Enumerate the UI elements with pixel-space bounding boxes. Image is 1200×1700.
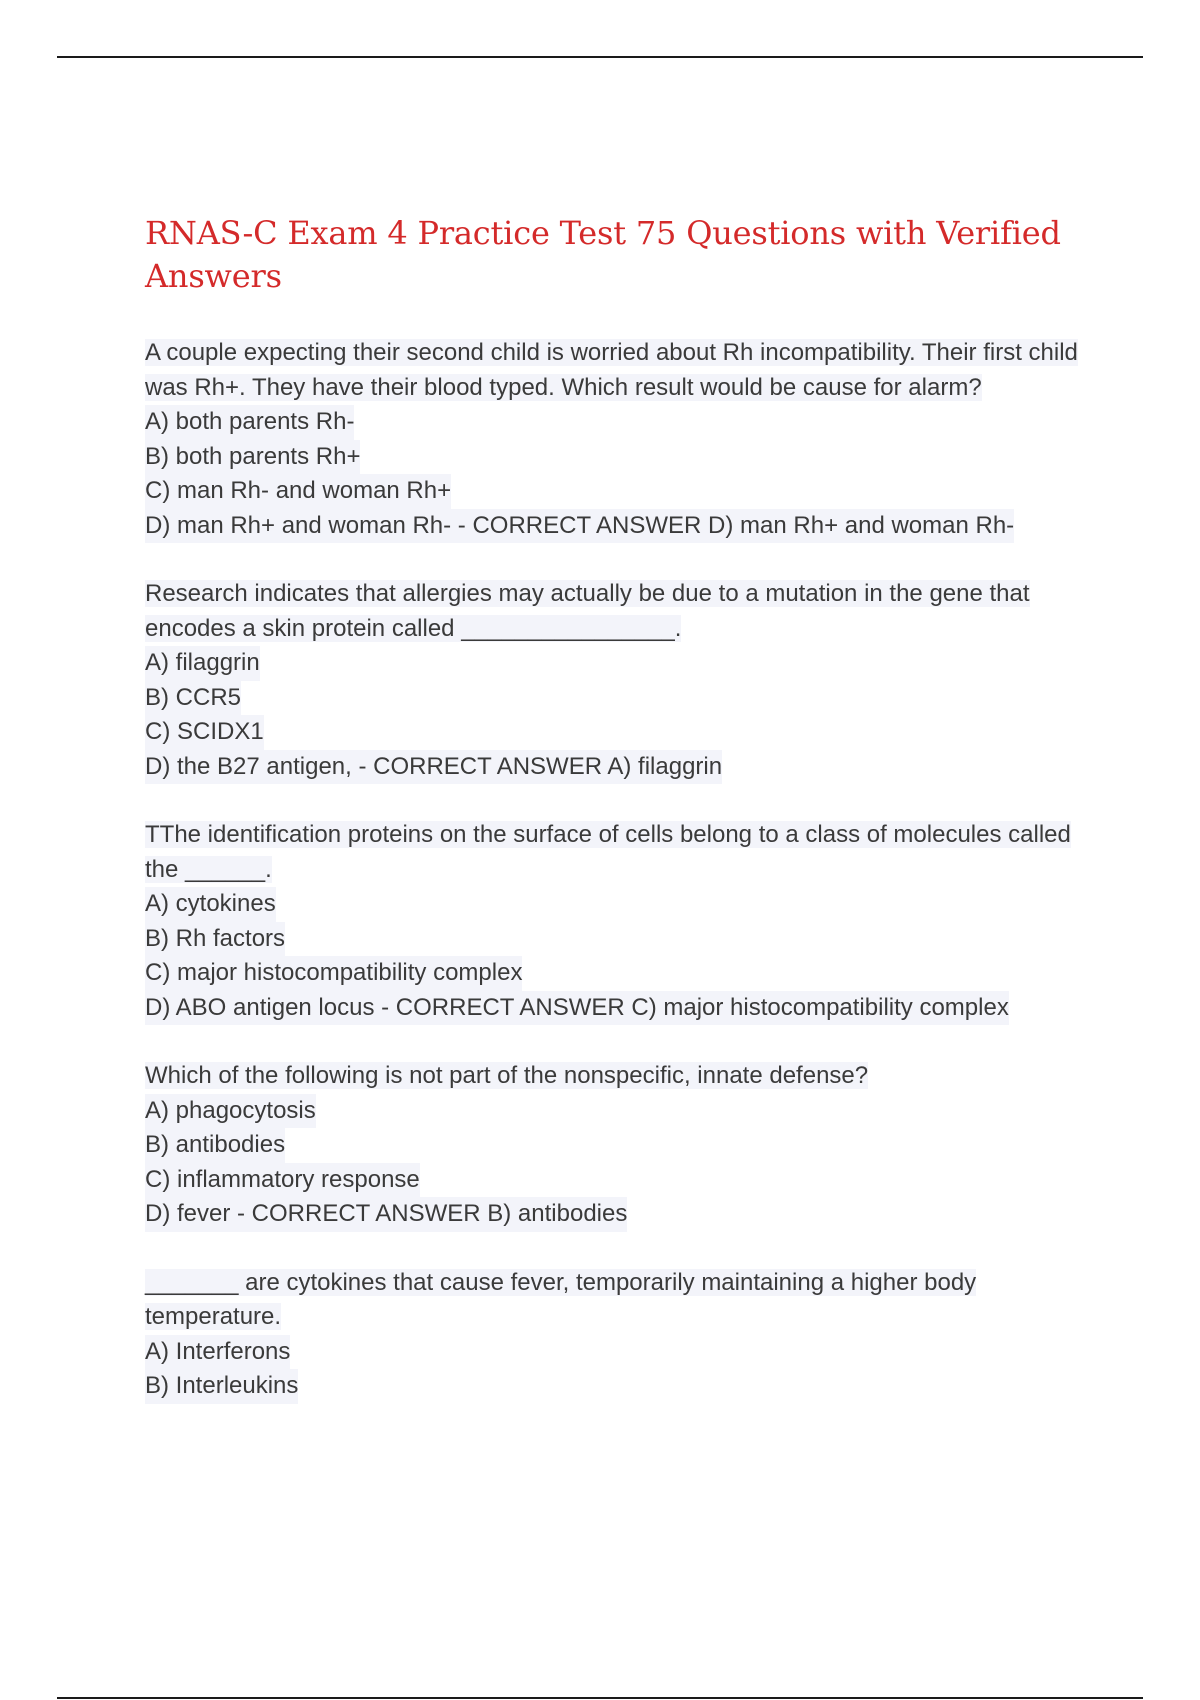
option: B) antibodies (145, 1128, 285, 1163)
option: B) Interleukins (145, 1369, 298, 1404)
option: C) SCIDX1 (145, 715, 264, 750)
question-text: A couple expecting their second child is worried about Rh incompatibility. Their first child was Rh+. They have their blood typed. Which result would be cause for alarm? (145, 339, 1078, 401)
option: B) Rh factors (145, 922, 285, 957)
option-with-answer: D) ABO antigen locus - CORRECT ANSWER C) major histocompatibility complex (145, 991, 1009, 1026)
header-rule (57, 56, 1143, 58)
option: B) CCR5 (145, 681, 241, 716)
footer-rule (57, 1697, 1143, 1699)
option-with-answer: D) man Rh+ and woman Rh- - CORRECT ANSWER D) man Rh+ and woman Rh- (145, 509, 1014, 544)
question-text: TThe identification proteins on the surface of cells belong to a class of molecules called the ______. (145, 821, 1071, 883)
question-4 (145, 1059, 1080, 1232)
question-3 (145, 818, 1080, 1025)
question-5 (145, 1266, 1080, 1404)
option: A) cytokines (145, 887, 276, 922)
question-text: Which of the following is not part of the nonspecific, innate defense? (145, 1062, 869, 1089)
option: C) man Rh- and woman Rh+ (145, 474, 451, 509)
option: B) both parents Rh+ (145, 440, 360, 475)
option: C) major histocompatibility complex (145, 956, 522, 991)
option: A) Interferons (145, 1335, 290, 1370)
question-2 (145, 577, 1080, 784)
option-with-answer: D) fever - CORRECT ANSWER B) antibodies (145, 1197, 627, 1232)
document-title: RNAS-C Exam 4 Practice Test 75 Questions with Verified Answers (145, 214, 1061, 295)
document-body (145, 212, 1080, 1438)
option: C) inflammatory response (145, 1163, 420, 1198)
option-with-answer: D) the B27 antigen, - CORRECT ANSWER A) filaggrin (145, 750, 722, 785)
question-1 (145, 336, 1080, 543)
question-text: Research indicates that allergies may actually be due to a mutation in the gene that encodes a skin protein called ________________. (145, 580, 1030, 642)
question-text: _______ are cytokines that cause fever, temporarily maintaining a higher body temperature. (145, 1268, 977, 1330)
option: A) both parents Rh- (145, 405, 354, 440)
option: A) filaggrin (145, 646, 260, 681)
option: A) phagocytosis (145, 1094, 316, 1129)
